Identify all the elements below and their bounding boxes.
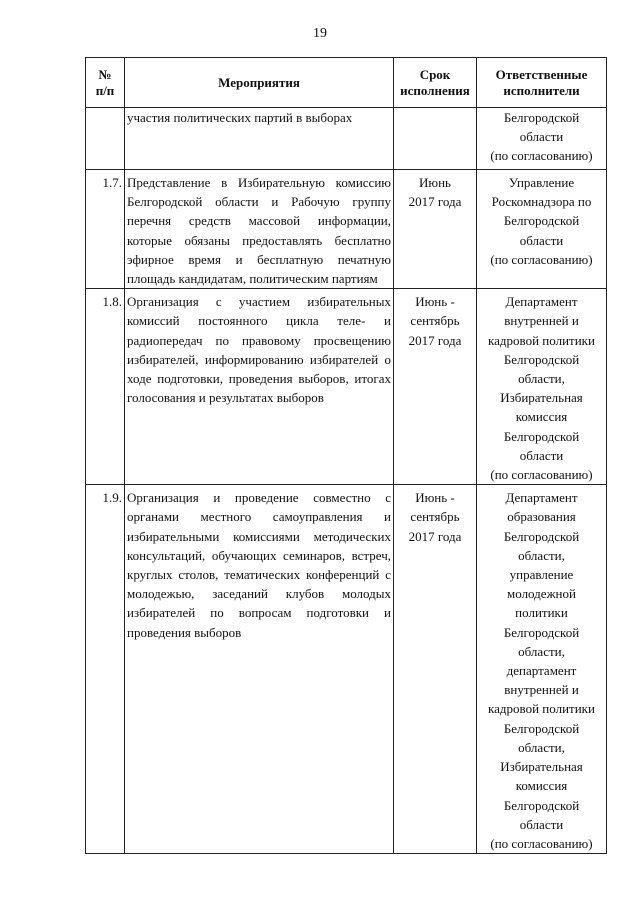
responsible-line: (по согласованию) <box>490 251 593 267</box>
responsible-line: управление <box>509 567 574 583</box>
responsible-line: области <box>519 129 564 145</box>
responsible-line: (по согласованию) <box>490 148 593 164</box>
responsible-line: кадровой политики <box>488 332 595 348</box>
term-line: Июнь - <box>415 490 455 506</box>
responsible-line: комиссия <box>515 409 568 425</box>
table-row <box>86 170 607 289</box>
row-responsible <box>477 289 607 485</box>
row-event <box>125 108 394 170</box>
responsible-line: Белгородской <box>503 720 580 736</box>
responsible-line: области, <box>518 643 565 659</box>
page-number: 19 <box>313 26 327 41</box>
header-events: Мероприятия <box>125 58 394 108</box>
responsible-line: Белгородской <box>503 351 580 367</box>
row-responsible <box>477 485 607 854</box>
event-text: Организация и проведение совместно с органами местного самоуправления и избирательными комиссиями методических консультаций, обучающих семинаров, встреч, круглых столов, тематических конференций с молодежью, заседаний клубов молодых избирателей по вопросам подготовки и проведения выборов <box>127 490 391 640</box>
row-number <box>86 108 125 170</box>
term-line: 2017 года <box>408 194 462 210</box>
table-row <box>86 289 607 485</box>
responsible-line: Департамент <box>505 294 578 310</box>
header-term: Срок исполнения <box>394 58 477 108</box>
responsible-line: области, <box>518 371 565 387</box>
event-text: Организация с участием избирательных комиссий постоянного цикла теле- и радиопередач по правовому просвещению избирателей, информированию избирателей о ходе подготовки, проведения выборов, итогах голосования и результатах выборов <box>127 294 391 406</box>
responsible-line: Избирательная <box>500 759 583 775</box>
term-line: сентябрь <box>410 313 460 329</box>
responsible-line: Белгородской <box>503 624 580 640</box>
responsible-line: области <box>519 447 564 463</box>
responsible-line: политики <box>515 605 568 621</box>
responsible-line: области <box>519 232 564 248</box>
row-event <box>125 170 394 289</box>
responsible-line: Роскомнадзора по <box>491 194 592 210</box>
row-event <box>125 289 394 485</box>
responsible-line: области, <box>518 547 565 563</box>
responsible-line: Департамент <box>505 490 578 506</box>
responsible-line: Белгородской <box>503 110 580 125</box>
responsible-line: (по согласованию) <box>490 835 593 851</box>
responsible-line: внутренней и <box>504 313 579 329</box>
responsible-line: кадровой политики <box>488 701 595 717</box>
event-text: Представление в Избирательную комиссию Белгородской области и Рабочую группу перечня средств массовой информации, которые обязаны предоставлять бесплатно эфирное время и бесплатную печатную площадь кандидатам, политическим партиям <box>127 175 391 287</box>
table-header-row <box>86 58 607 108</box>
row-number: 1.8. <box>86 289 125 485</box>
row-term <box>394 289 477 485</box>
term-line: 2017 года <box>408 528 462 544</box>
responsible-line: департамент <box>506 663 577 679</box>
row-number: 1.7. <box>86 170 125 289</box>
responsible-line: Белгородской <box>503 213 580 229</box>
responsible-line: Белгородской <box>503 528 580 544</box>
row-number: 1.9. <box>86 485 125 854</box>
row-responsible <box>477 170 607 289</box>
table-row <box>86 108 607 170</box>
term-line: Июнь <box>419 175 451 190</box>
responsible-line: комиссия <box>515 778 568 794</box>
events-table <box>85 57 607 854</box>
responsible-line: Белгородской <box>503 428 580 444</box>
term-line: 2017 года <box>408 332 462 348</box>
row-term <box>394 485 477 854</box>
responsible-line: (по согласованию) <box>490 467 593 483</box>
responsible-line: области <box>519 816 564 832</box>
table-row <box>86 485 607 854</box>
responsible-line: внутренней и <box>504 682 579 698</box>
header-responsible: Ответственные исполнители <box>477 58 607 108</box>
term-line: Июнь - <box>415 294 455 310</box>
responsible-line: образования <box>507 509 576 525</box>
row-responsible <box>477 108 607 170</box>
responsible-line: молодежной <box>507 586 576 602</box>
event-text: участия политических партий в выборах <box>127 110 353 125</box>
responsible-line: области, <box>518 739 565 755</box>
responsible-line: Избирательная <box>500 390 583 406</box>
responsible-line: Белгородской <box>503 797 580 813</box>
row-term <box>394 170 477 289</box>
row-term <box>394 108 477 170</box>
row-event <box>125 485 394 854</box>
header-number: № п/п <box>86 58 125 108</box>
responsible-line: Управление <box>508 175 575 190</box>
term-line: сентябрь <box>410 509 460 525</box>
